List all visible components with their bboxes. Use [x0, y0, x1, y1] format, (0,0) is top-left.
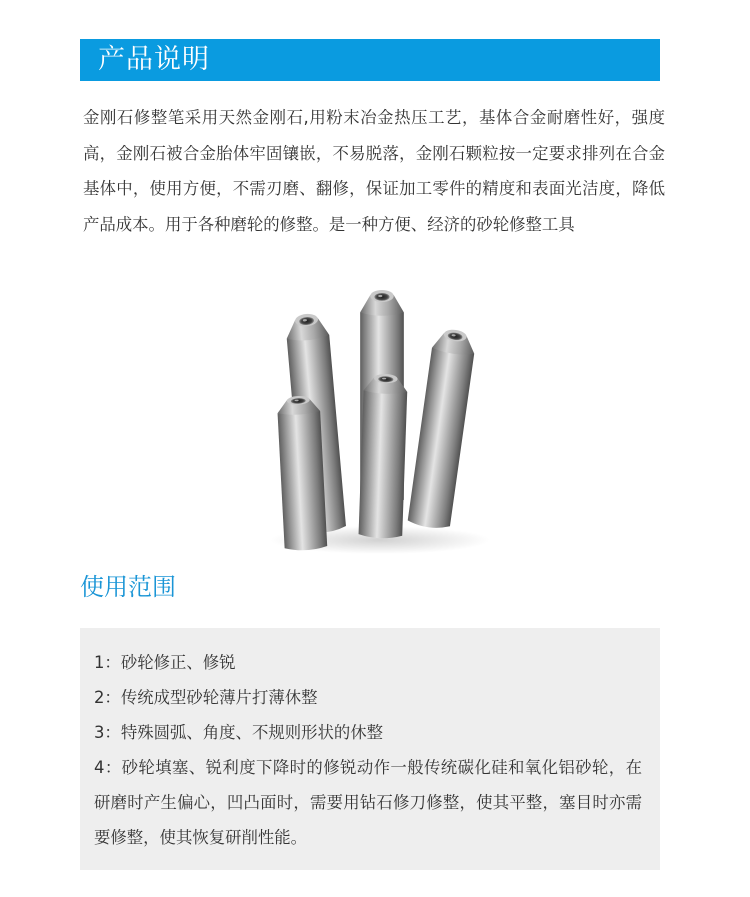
banner-title: 产品说明 [98, 44, 210, 75]
title-banner [80, 39, 660, 81]
product-description: 金刚石修整笔采用天然金刚石,用粉末冶金热压工艺，基体合金耐磨性好，强度高，金刚石被合金胎体牢固镶嵌，不易脱落，金刚石颗粒按一定要求排列在合金基体中，使用方便，不需刃磨、翻修，保证加工零件的精度和表面光洁度，降低产品成本。用于各种磨轮的修整。是一种方便、经济的砂轮修整工具 [83, 108, 665, 234]
usage-list [94, 645, 642, 855]
usage-section-title: 使用范围 [80, 573, 176, 601]
usage-item: 3：特殊圆弧、角度、不规则形状的休整 [94, 723, 384, 742]
usage-item: 4：砂轮填塞、锐利度下降时的修锐动作一般传统碳化硅和氧化铝砂轮，在研磨时产生偏心，凹凸面时，需要用钻石修刀修整，使其平整，塞目时亦需要修整，使其恢复研削性能。 [94, 758, 642, 847]
usage-item: 1：砂轮修正、修锐 [94, 653, 236, 672]
usage-list-box [80, 628, 660, 870]
diamond-dresser-pens-photo [262, 278, 498, 556]
usage-item: 2：传统成型砂轮薄片打薄休整 [94, 688, 318, 707]
